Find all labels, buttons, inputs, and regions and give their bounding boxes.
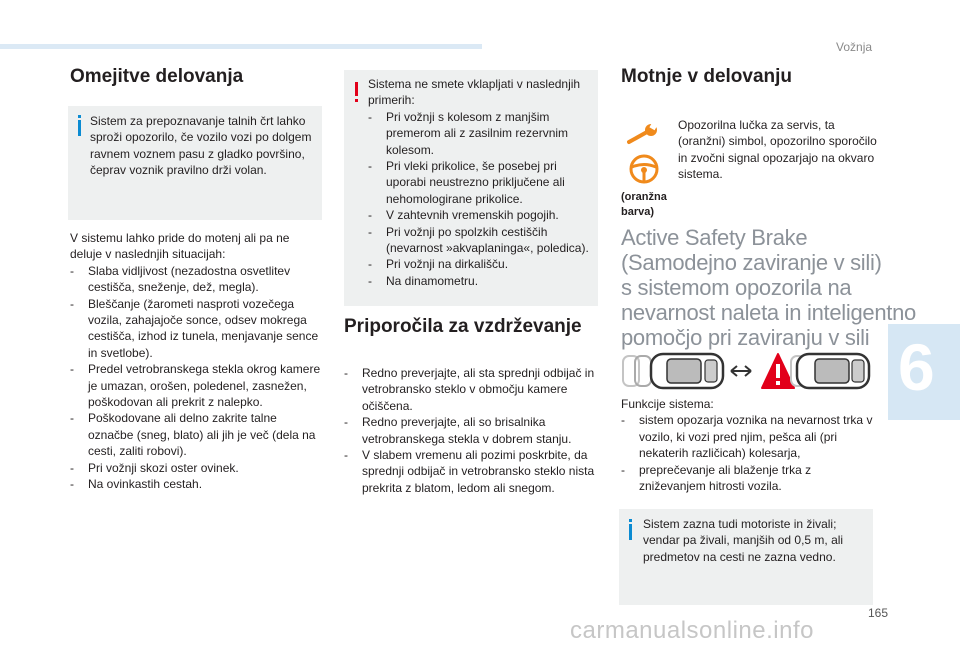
steering-wheel-icon	[628, 153, 660, 185]
list-item: - Pri vožnji skozi oster ovinek.	[70, 460, 322, 476]
limitations-block	[70, 230, 322, 493]
limitations-list	[70, 263, 322, 493]
list-item: - Pri vleki prikolice, še posebej pri uporabi neustrezno priključene ali nehomologirane prikolice.	[368, 158, 592, 207]
section-title	[621, 225, 916, 350]
info-text: Sistem zazna tudi motoriste in živali; vendar pa živali, manjših od 0,5 m, ali predmetov na cesti ne zazna vedno.	[643, 517, 844, 564]
info-icon	[629, 524, 632, 540]
section-title-line: pomočjo pri zaviranju v sili	[621, 325, 870, 350]
section-title-line: Active Safety Brake	[621, 225, 808, 250]
list-item: - Na dinamometru.	[368, 273, 592, 289]
info-text: Sistem za prepoznavanje talnih črt lahko sproži opozorilo, če vozilo vozi po dolgem ravnem voznem pasu z gladko površino, čeprav voznik pravilno drži volan.	[90, 114, 312, 178]
chapter-number: 6	[898, 330, 935, 404]
list-item: - Pri vožnji na dirkališču.	[368, 256, 592, 272]
functions-list	[621, 412, 875, 494]
list-item: - Redno preverjajte, ali sta sprednji odbijač in vetrobransko steklo v območju kamere očiščena.	[344, 365, 598, 414]
maintenance-block	[344, 365, 598, 496]
section-title-line: s sistemom opozorila na	[621, 275, 852, 300]
info-icon	[78, 120, 81, 136]
list-item: - Poškodovane ali delno zakrite talne označbe (sneg, blato) ali jih je več (dela na cesti, zaliti robovi).	[70, 410, 322, 459]
functions-block	[621, 396, 875, 494]
list-item: - Pri vožnji po spolzkih cestiščih (nevarnost »akvaplaninga«, poledica).	[368, 224, 592, 257]
section-title-line: nevarnost naleta in inteligentno	[621, 300, 916, 325]
heading-limitations: Omejitve delovanja	[70, 66, 244, 87]
warning-intro: Sistema ne smete vklapljati v naslednjih primerih:	[368, 77, 581, 108]
warning-block	[368, 76, 592, 289]
own-car-icon	[623, 354, 723, 388]
list-item: - Pri vožnji s kolesom z manjšim premerom ali z zasilnim rezervnim kolesom.	[368, 109, 592, 158]
watermark: carmanualsonline.info	[570, 617, 814, 644]
page-number: 165	[868, 606, 889, 620]
warning-list	[368, 109, 592, 289]
maintenance-list	[344, 365, 598, 496]
list-item: - Na ovinkastih cestah.	[70, 476, 322, 492]
list-item: - Predel vetrobranskega stekla okrog kamere je umazan, orošen, poledenel, zasnežen, poškodovan ali prekrit z nalepko.	[70, 361, 322, 410]
warning-triangle-icon	[762, 354, 794, 388]
front-car-icon	[791, 354, 869, 388]
fault-color-label: (oranžna barva)	[621, 191, 667, 218]
header-rule	[0, 44, 482, 49]
collision-illustration	[621, 350, 873, 392]
list-item: - Redno preverjajte, ali so brisalnika vetrobranskega stekla v dobrem stanju.	[344, 414, 598, 447]
info-box-detection	[619, 509, 873, 605]
list-item: - preprečevanje ali blaženje trka z zniževanjem hitrosti vozila.	[621, 462, 875, 495]
warning-box	[344, 70, 598, 306]
heading-faults: Motnje v delovanju	[621, 66, 793, 87]
section-title-line: (Samodejno zaviranje v sili)	[621, 250, 882, 275]
fault-text: Opozorilna lučka za servis, ta (oranžni) simbol, opozorilno sporočilo in zvočni signal opozarjajo na okvaro sistema.	[678, 118, 877, 182]
info-box-limitations	[68, 106, 322, 220]
limitations-intro: V sistemu lahko pride do motenj ali pa ne deluje v naslednjih situacijah:	[70, 231, 290, 262]
list-item: - Slaba vidljivost (nezadostna osvetlitev cestišča, sneženje, dež, megla).	[70, 263, 322, 296]
functions-intro: Funkcije sistema:	[621, 397, 714, 411]
list-item: - V slabem vremenu ali pozimi poskrbite, da sprednji odbijač in vetrobransko steklo nista prekrita z blatom, ledom ali snegom.	[344, 447, 598, 496]
section-header: Vožnja	[836, 40, 873, 54]
list-item: - Bleščanje (žarometi nasproti vozečega vozila, zahajajoče sonce, odsev mokrega cestišča, izhod iz tunela, menjavanje sence in svetlobe).	[70, 296, 322, 362]
list-item: - V zahtevnih vremenskih pogojih.	[368, 207, 592, 223]
warning-icon	[355, 82, 358, 96]
heading-maintenance: Priporočila za vzdrževanje	[344, 316, 582, 337]
list-item: - sistem opozarja voznika na nevarnost trka v vozilo, ki vozi pred njim, pešca ali (pri nekaterih različicah) kolesarja,	[621, 412, 875, 461]
wrench-icon	[627, 124, 661, 146]
